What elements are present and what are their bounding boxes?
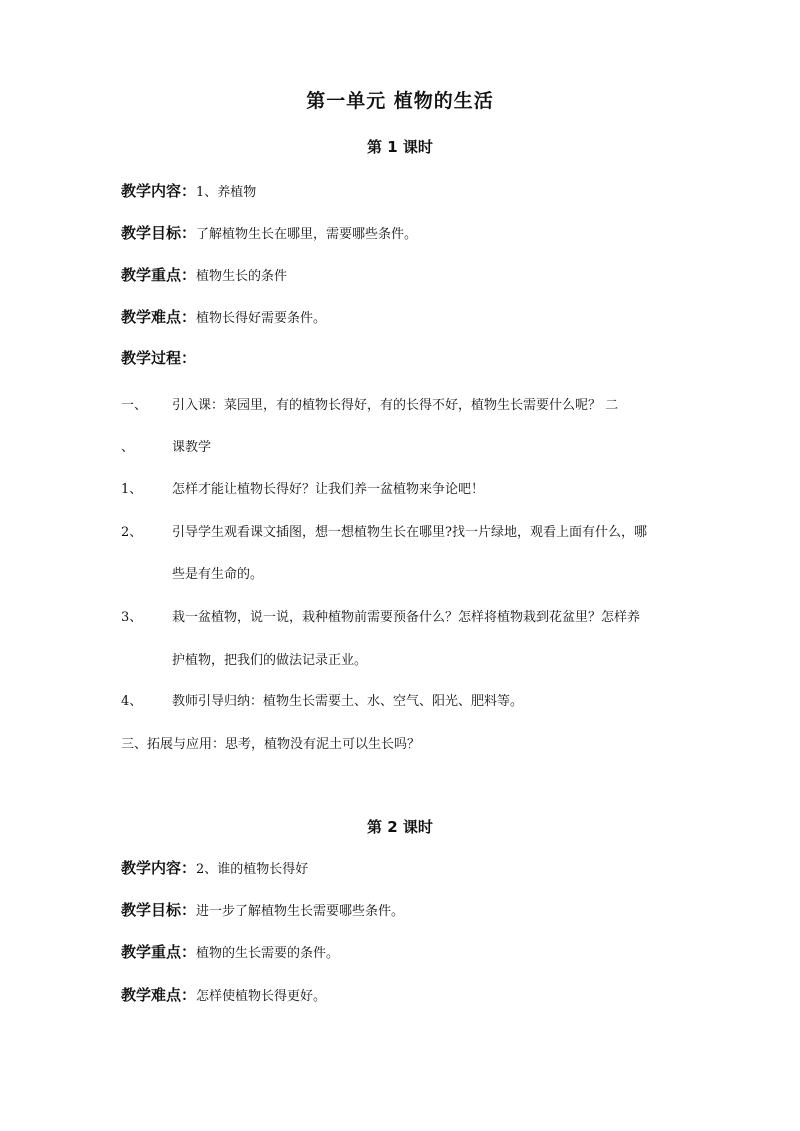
step-text-continued: 护植物，把我们的做法记录正业。 [172, 653, 368, 668]
step-text: 引导学生观看课文插图，想一想植物生长在哪里?找一片绿地，观看上面有什么，哪 [172, 525, 647, 540]
content-label: 教学内容： [121, 182, 197, 200]
step-number: 1、 [121, 482, 143, 497]
step-number: 一、 [121, 398, 148, 413]
key-value: 植物的生长需要的条件。 [196, 946, 340, 961]
lesson1-content-row [121, 180, 256, 201]
lesson1-difficulty-row [121, 306, 326, 327]
goal-label: 教学目标： [121, 224, 197, 242]
step-number: 4、 [121, 694, 143, 709]
step-text: 引入课：菜园里，有的植物长得好，有的长得不好，植物生长需要什么呢？ 二 [172, 398, 619, 413]
content-value: 1、养植物 [196, 185, 257, 200]
lesson2-content-row [121, 857, 308, 878]
content-value: 2、谁的植物长得好 [196, 862, 309, 877]
difficulty-value: 植物长得好需要条件。 [196, 311, 327, 326]
lesson1-process-row [121, 347, 196, 368]
key-value: 植物生长的条件 [196, 269, 288, 284]
difficulty-label: 教学难点： [121, 308, 197, 326]
lesson2-difficulty-row [121, 984, 326, 1005]
step-text: 课教学 [172, 440, 212, 455]
difficulty-value: 怎样使植物长得更好。 [196, 989, 327, 1004]
goal-value: 了解植物生长在哪里，需要哪些条件。 [196, 227, 418, 242]
lesson1-key-row [121, 264, 287, 285]
process-label: 教学过程： [121, 349, 197, 367]
key-label: 教学重点： [121, 266, 197, 284]
step-number: 、 [121, 440, 135, 455]
goal-value: 进一步了解植物生长需要哪些条件。 [196, 904, 405, 919]
step-text-continued: 些是有生命的。 [172, 567, 264, 582]
extension-text: 三、拓展与应用：思考，植物没有泥土可以生长吗？ [121, 737, 421, 752]
lesson1-heading: 第 1 课时 [367, 138, 433, 156]
lesson2-heading: 第 2 课时 [367, 818, 433, 836]
key-label: 教学重点： [121, 943, 197, 961]
goal-label: 教学目标： [121, 901, 197, 919]
step-number: 2、 [121, 525, 143, 540]
lesson2-key-row [121, 941, 339, 962]
step-text: 教师引导归纳：植物生长需要土、水、空气、阳光、肥料等。 [172, 694, 524, 709]
step-number: 3、 [121, 610, 143, 625]
step-text: 栽一盆植物，说一说，栽种植物前需要预备什么？怎样将植物栽到花盆里？怎样养 [172, 610, 641, 625]
difficulty-label: 教学难点： [121, 986, 197, 1004]
content-label: 教学内容： [121, 859, 197, 877]
step-text: 怎样才能让植物长得好？让我们养一盆植物来争论吧！ [172, 482, 485, 497]
unit-title: 第一单元 植物的生活 [306, 90, 494, 112]
lesson1-goal-row [121, 222, 417, 243]
lesson2-goal-row [121, 899, 404, 920]
